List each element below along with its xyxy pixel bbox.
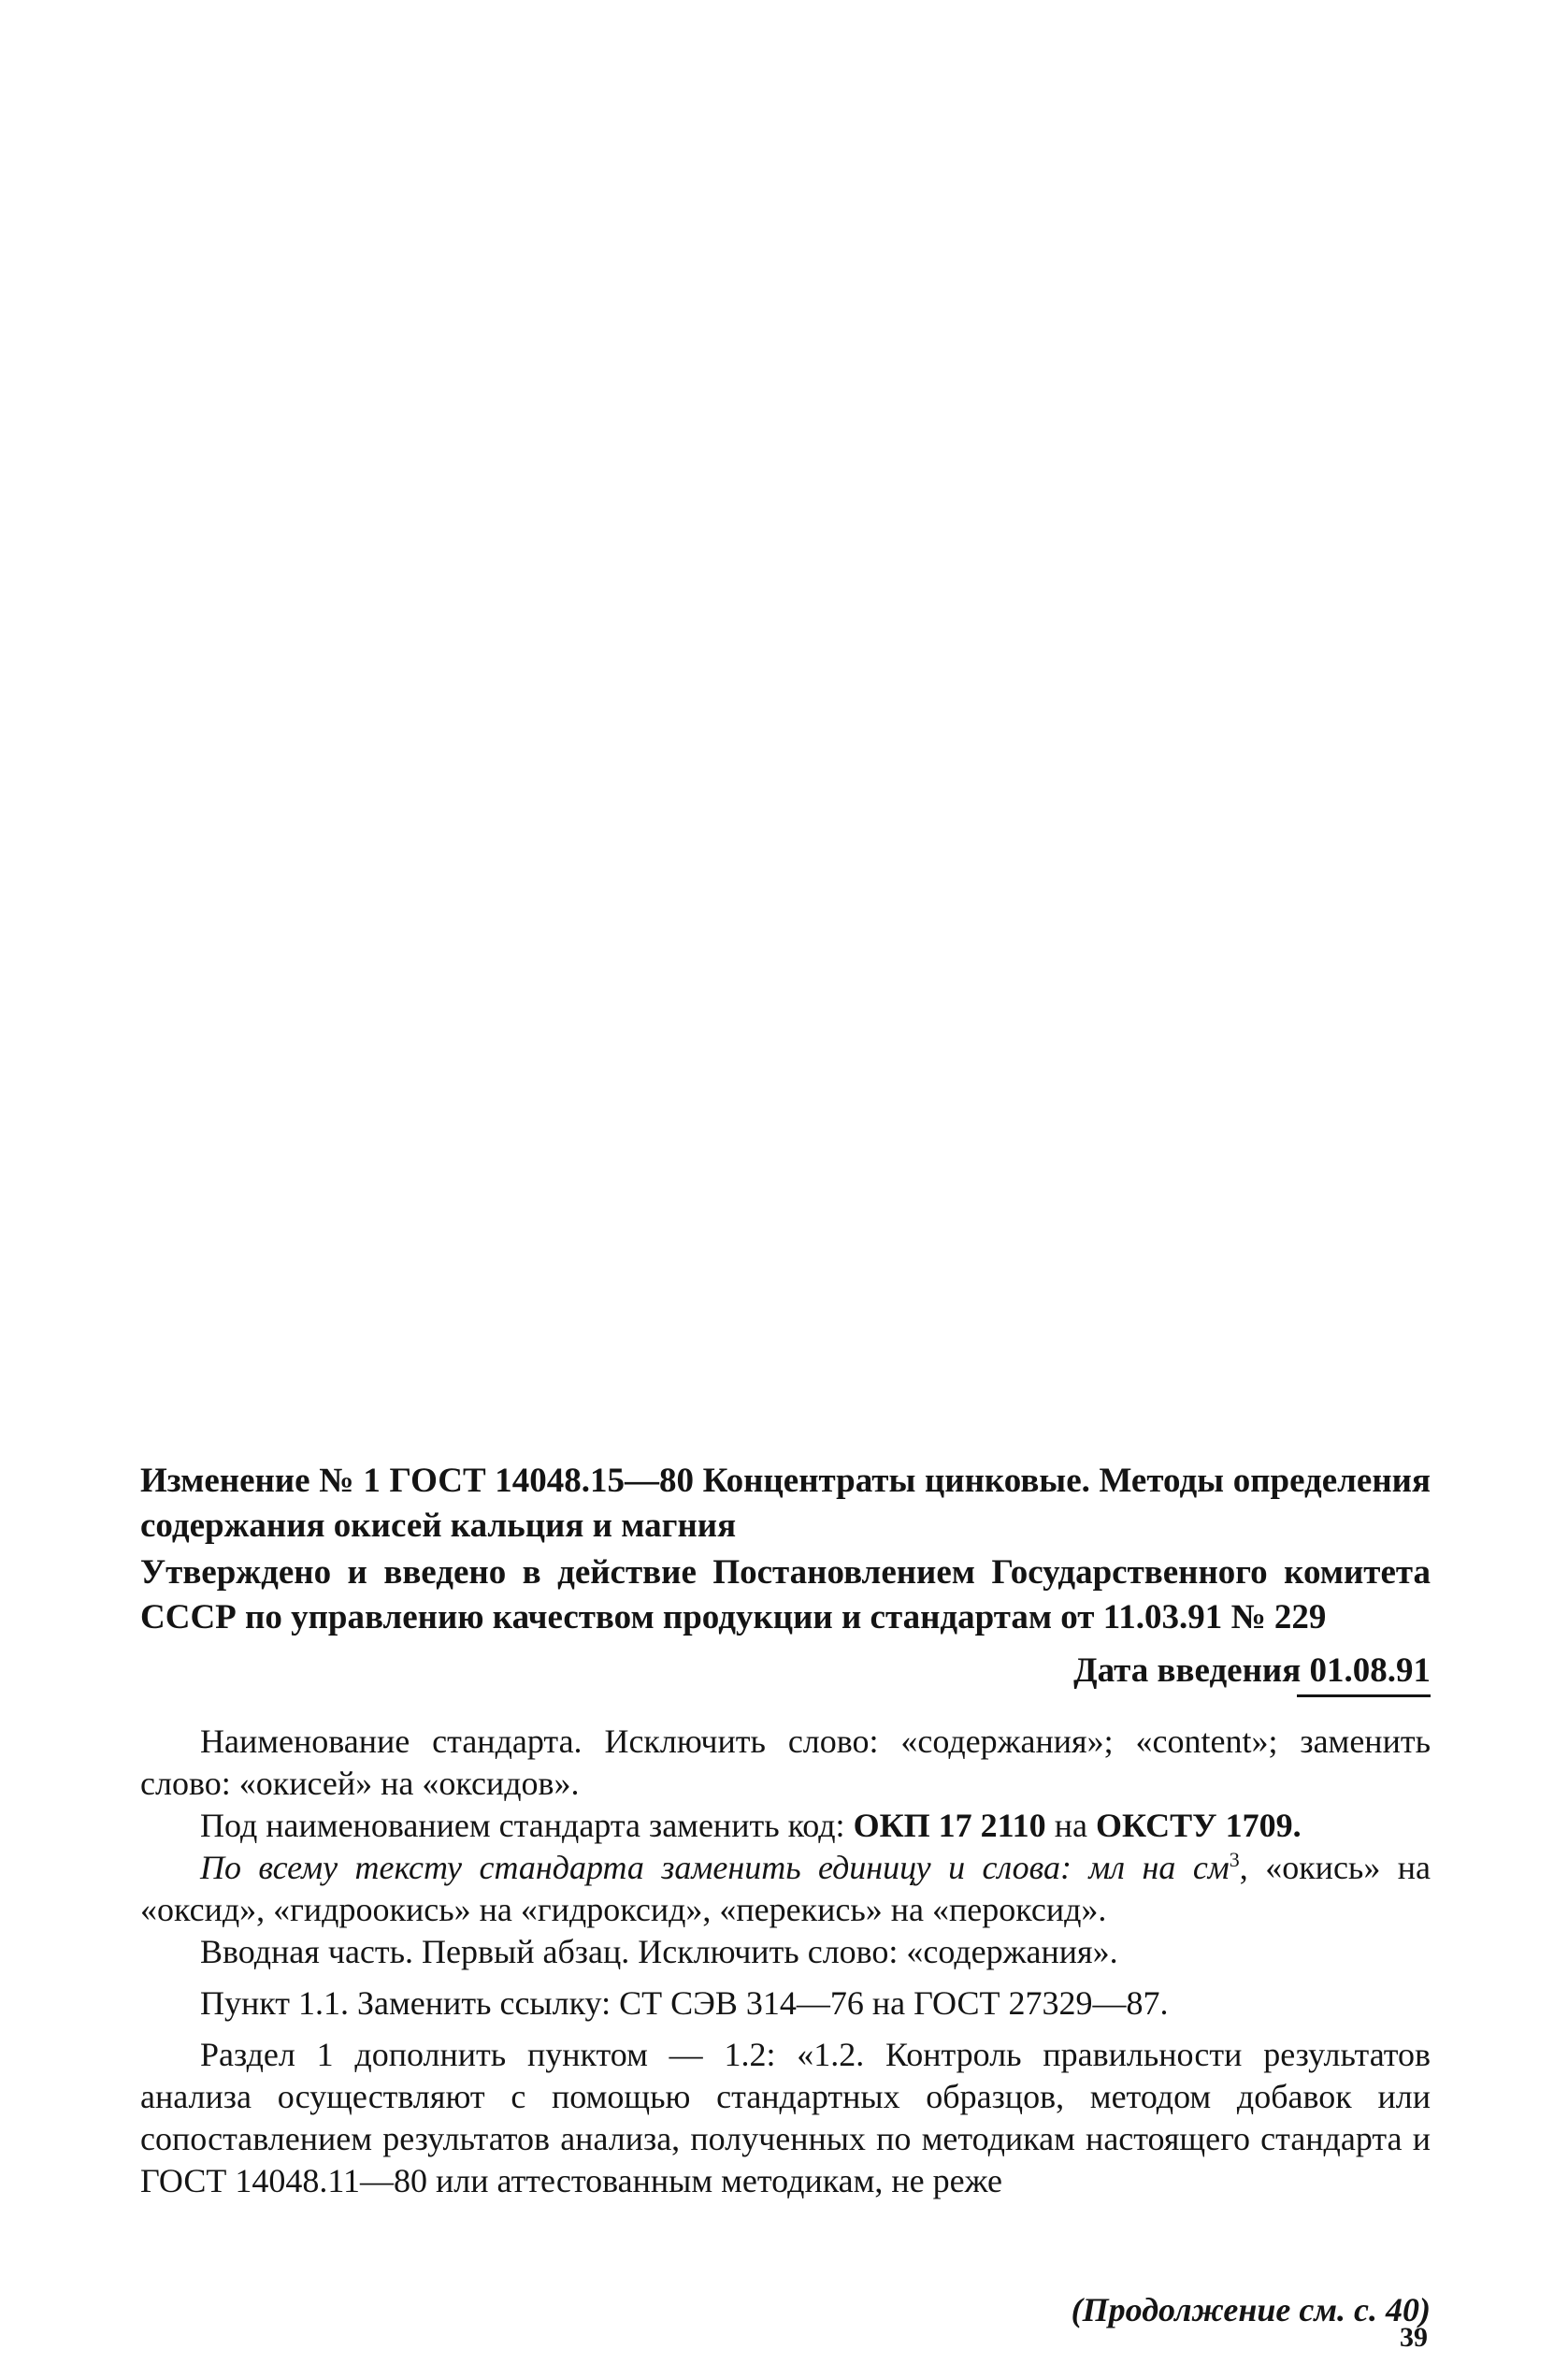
amendment-heading: Изменение № 1 ГОСТ 14048.15—80 Концентраты цинковые. Методы определения содержания окисей кальция и магния bbox=[140, 1462, 1431, 1545]
unit-ml: мл bbox=[1088, 1849, 1126, 1886]
continuation-note: (Продолжение см. с. 40) bbox=[1071, 2291, 1431, 2328]
terms-replacement: , «окись» на «оксид», «гидроокись» на «гидроксид», «перекись» на «пероксид». bbox=[140, 1849, 1431, 1928]
paragraph-standard-name: Наименование стандарта. Исключить слово: «содержания»; «content»; заменить слово: «окисей» на «оксидов». bbox=[140, 1723, 1431, 1802]
page-number: 39 bbox=[1400, 2322, 1428, 2353]
paragraph-code-change bbox=[140, 1805, 1431, 1847]
code-change-text: Под наименованием стандарта заменить код: bbox=[200, 1807, 854, 1844]
paragraph-units-change bbox=[140, 1847, 1431, 1931]
effective-date-line bbox=[1073, 1649, 1431, 1694]
units-connector: на bbox=[1125, 1849, 1193, 1886]
amendment-body bbox=[140, 1721, 1431, 2202]
effective-date-label: Дата введения bbox=[1073, 1651, 1302, 1690]
paragraph-clause-1-1: Пункт 1.1. Заменить ссылку: СТ СЭВ 314—76 на ГОСТ 27329—87. bbox=[200, 1984, 1169, 2022]
paragraph-section-1: Раздел 1 дополнить пунктом — 1.2: «1.2. Контроль правильности результатов анализа осуществляют с помощью стандартных образцов, методом добавок или сопоставлением результатов анализа, полученных по методикам настоящего стандарта и ГОСТ 14048.11—80 или аттестованным методикам, не реже bbox=[140, 2036, 1431, 2199]
effective-date-value: 01.08.91 bbox=[1310, 1649, 1431, 1694]
okp-code: ОКП 17 2110 bbox=[853, 1807, 1046, 1844]
unit-cm: см bbox=[1192, 1849, 1230, 1886]
unit-cm-exponent: 3 bbox=[1229, 1848, 1240, 1871]
units-change-text: По всему тексту стандарта заменить единицу и слова: bbox=[200, 1849, 1089, 1886]
approval-statement: Утверждено и введено в действие Постановлением Государственного комитета СССР по управлению качеством продукции и стандартам от 11.03.91 № 229 bbox=[140, 1553, 1431, 1636]
okstu-code: ОКСТУ 1709. bbox=[1095, 1807, 1302, 1844]
paragraph-introduction: Вводная часть. Первый абзац. Исключить слово: «содержания». bbox=[200, 1933, 1118, 1970]
code-change-connector: на bbox=[1045, 1807, 1096, 1844]
